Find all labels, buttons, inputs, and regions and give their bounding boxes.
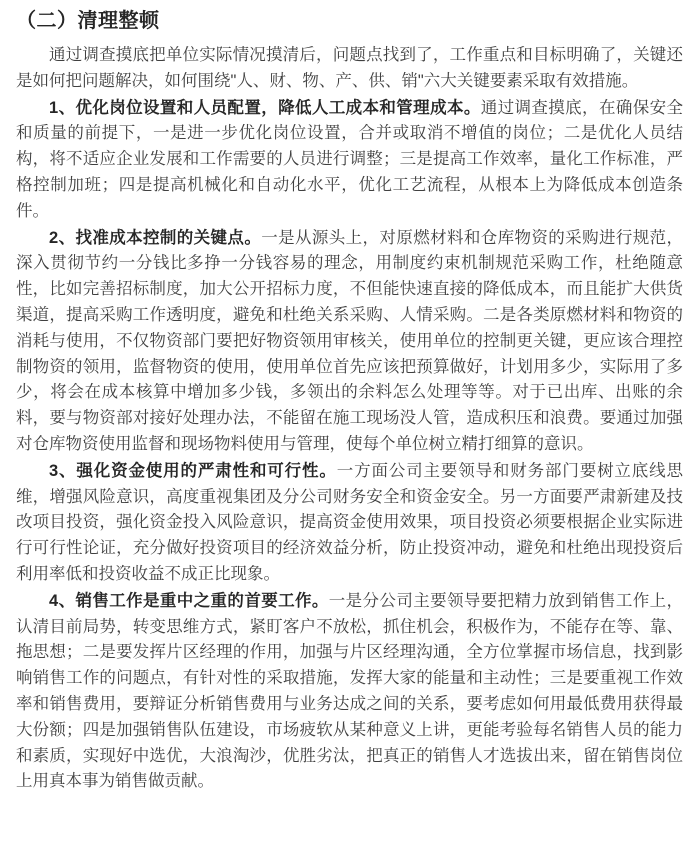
paragraph-lead: 2、找准成本控制的关键点。	[49, 228, 262, 247]
paragraph-text: 一是分公司主要领导要把精力放到销售工作上，认清目前局势，转变思维方式，紧盯客户不放松，抓住机会，积极作为，不能存在等、靠、拖思想；二是要发挥片区经理的作用，加强与片区经理沟通，全方位掌握市场信息，找到影响销售工作的问题点，有针对性的采取措施，发挥大家的能量和主动性；三是要重视工作效率和销售费用，要辩证分析销售费用与业务达成之间的关系，要考虑如何用最低费用获得最大份额；四是加强销售队伍建设，市场疲软从某种意义上讲，更能考验每名销售人员的能力和素质，实现好中选优，大浪淘沙，优胜劣汰，把真正的销售人才选拔出来，留在销售岗位上用真本事为销售做贡献。	[16, 591, 684, 791]
paragraph-text: 一是从源头上，对原燃材料和仓库物资的采购进行规范，深入贯彻节约一分钱比多挣一分钱容易的理念，用制度约束机制规范采购工作，杜绝随意性，比如完善招标制度，加大公开招标力度，不但能快速直接的降低成本，而且能扩大供货渠道，提高采购工作透明度，避免和杜绝关系采购、人情采购。二是各类原燃材料和物资的消耗与使用，不仅物资部门要把好物资领用审核关，使用单位的控制更关键，更应该合理控制物资的领用，监督物资的使用，使用单位首先应该把预算做好，计划用多少，实际用了多少，将会在成本核算中增加多少钱，多领出的余料怎么处理等等。对于已出库、出账的余料，要与物资部对接好处理办法，不能留在施工现场没人管，造成积压和浪费。要通过加强对仓库物资使用监督和现场物料使用与管理，使每个单位树立精打细算的意识。	[16, 228, 684, 453]
paragraph-1	[16, 96, 683, 225]
paragraph-text: 通过调查摸底，在确保安全和质量的前提下，一是进一步优化岗位设置，合并或取消不增值的岗位；二是优化人员结构，将不适应企业发展和工作需要的人员进行调整；三是提高工作效率，量化工作标准，严格控制加班；四是提高机械化和自动化水平，优化工艺流程，从根本上为降低成本创造条件。	[16, 98, 683, 220]
section-heading: （二）清理整顿	[16, 10, 160, 32]
paragraph-4	[16, 589, 683, 795]
paragraph-lead: 1、优化岗位设置和人员配置，降低人工成本和管理成本。	[49, 98, 481, 117]
paragraph-intro	[16, 43, 683, 95]
paragraph-2	[16, 226, 683, 458]
paragraph-text: 通过调查摸底把单位实际情况摸清后，问题点找到了，工作重点和目标明确了，关键还是如何把问题解决，如何围绕"人、财、物、产、供、销"六大关键要素采取有效措施。	[16, 46, 683, 90]
paragraph-text: 一方面公司主要领导和财务部门要树立底线思维，增强风险意识，高度重视集团及分公司财务安全和资金安全。另一方面要严肃新建及技改项目投资，强化资金投入风险意识，提高资金使用效果，项目投资必须要根据企业实际进行可行性论证，充分做好投资项目的经济效益分析，防止投资冲动，避免和杜绝出现投资后利用率低和投资收益不成正比现象。	[16, 461, 683, 583]
paragraph-lead: 3、强化资金使用的严肃性和可行性。	[49, 461, 337, 480]
paragraph-lead: 4、销售工作是重中之重的首要工作。	[49, 591, 329, 610]
paragraph-3	[16, 459, 683, 588]
